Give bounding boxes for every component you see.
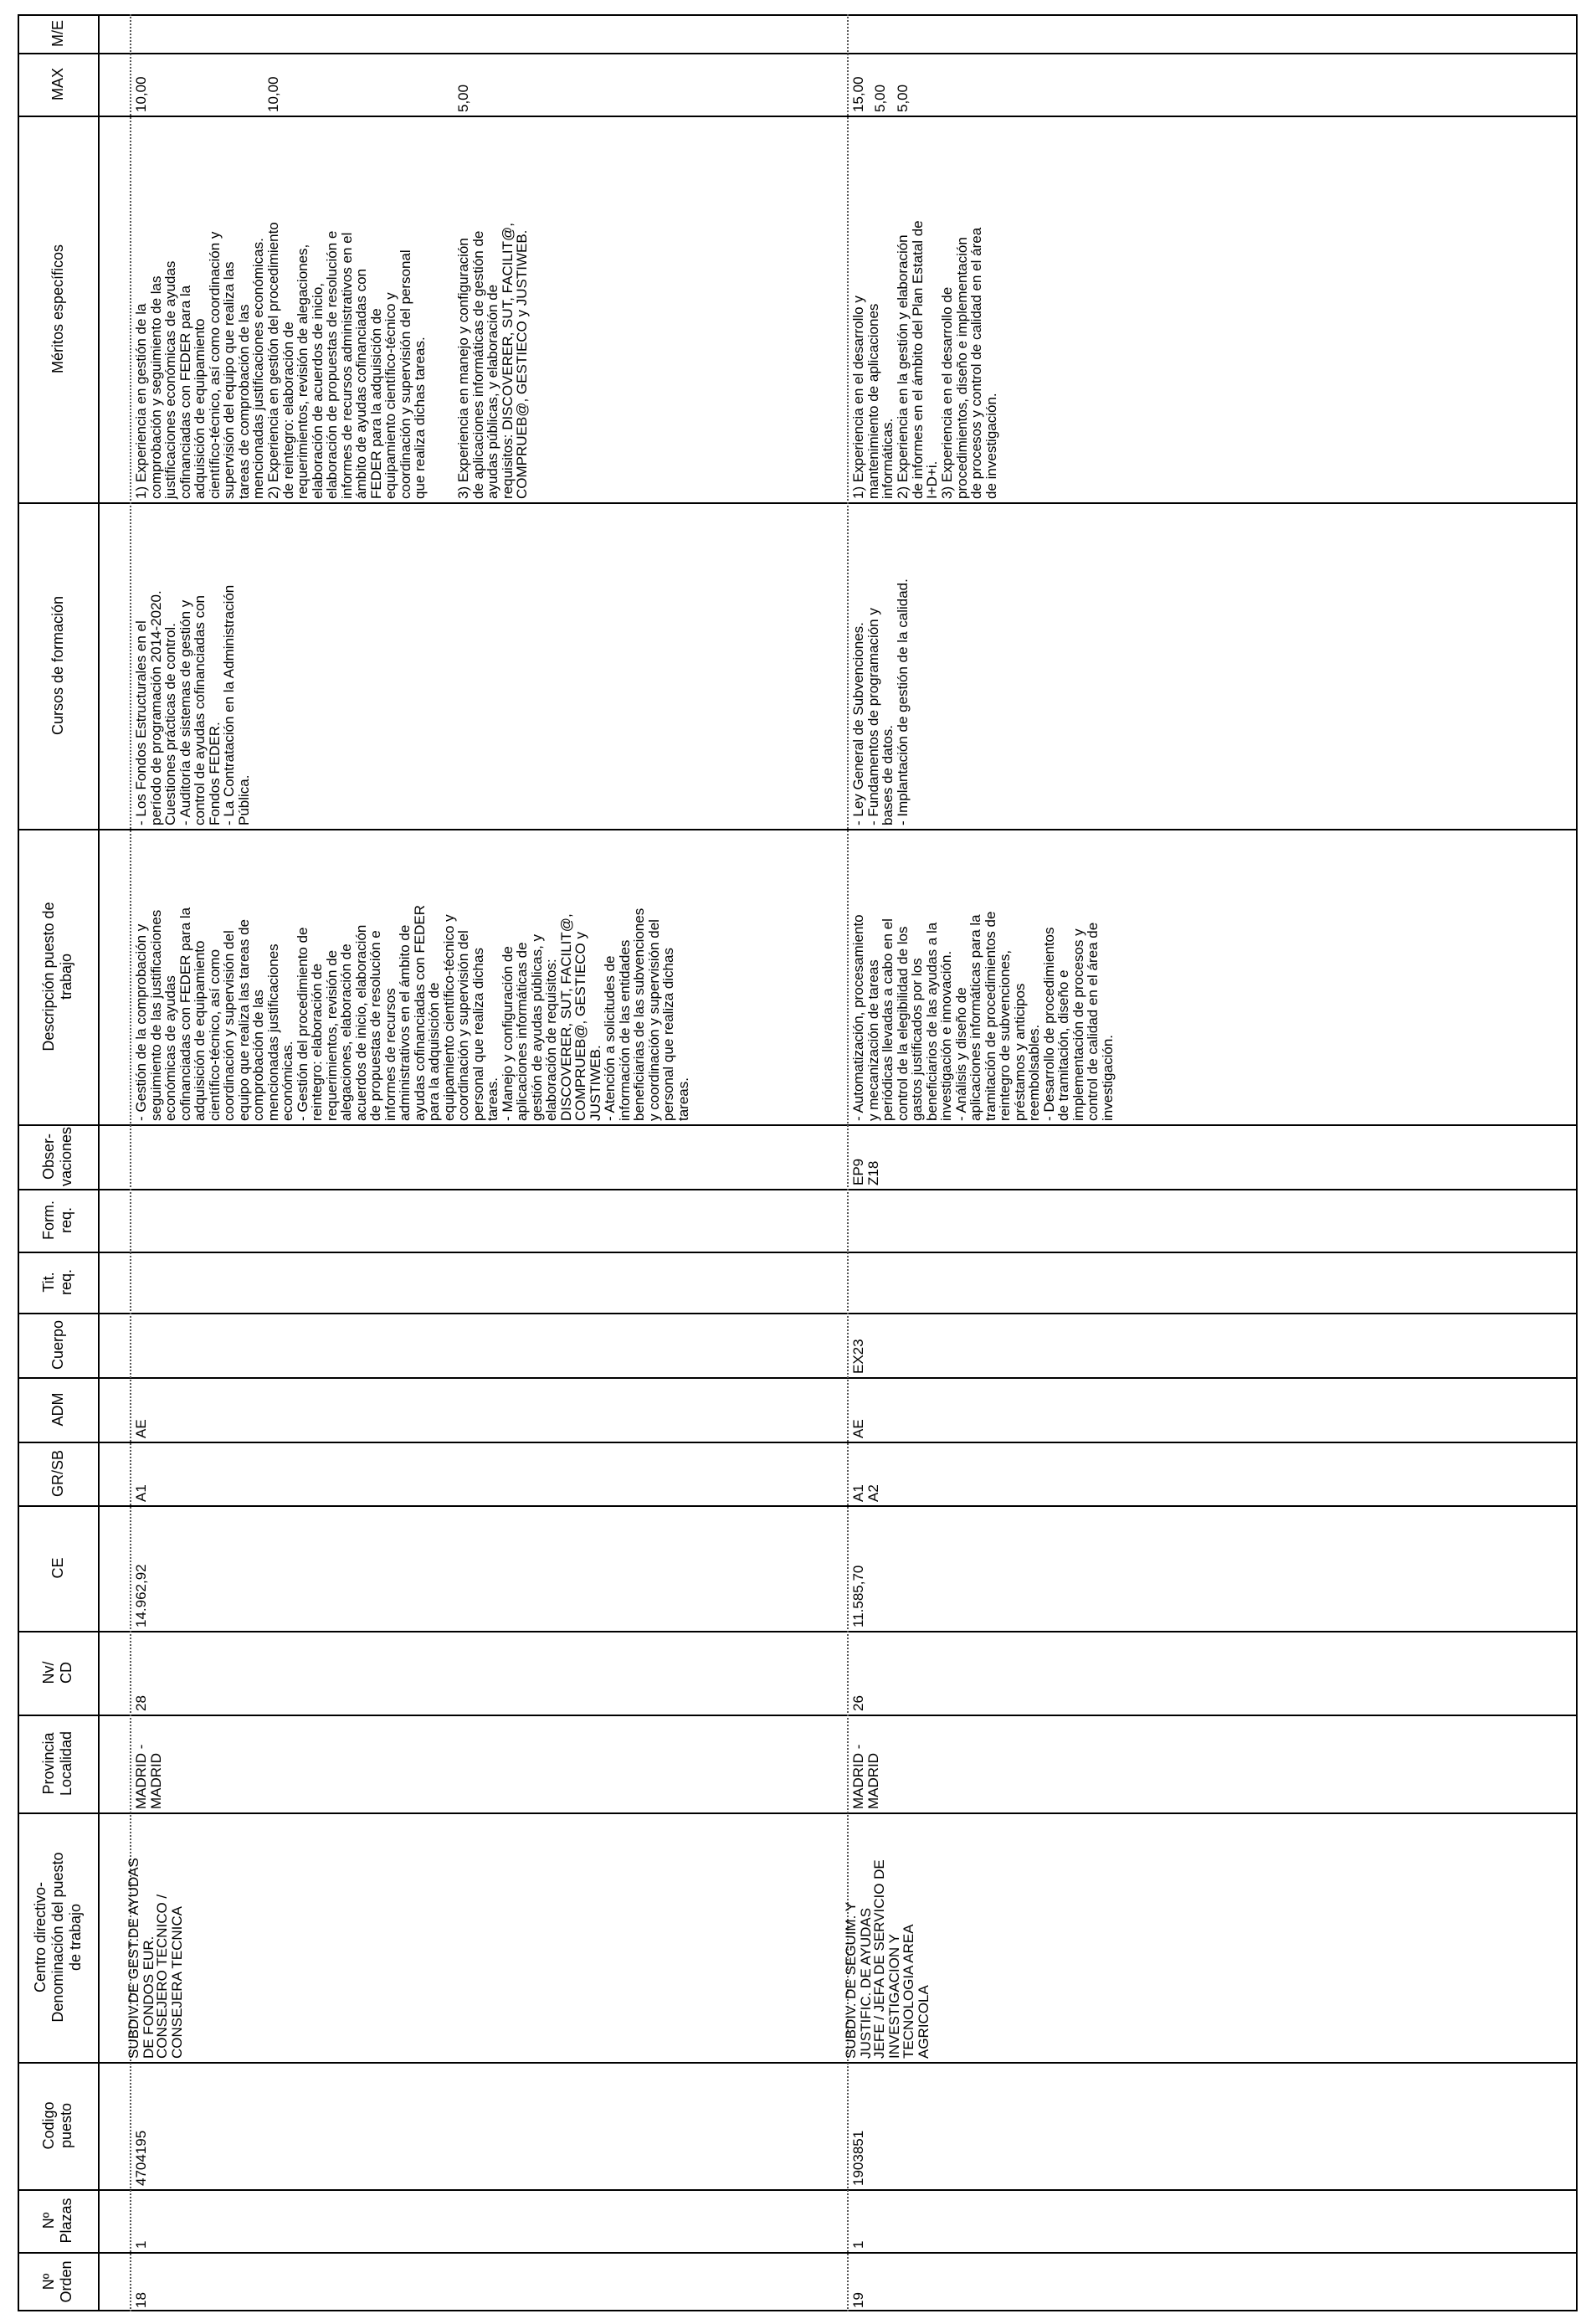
row-divider — [18, 2062, 1578, 2064]
header-descripcion: Descripción puesto de trabajo — [40, 902, 74, 1051]
row-divider — [18, 2189, 1578, 2191]
cell-obs: EP9 Z18 — [850, 1158, 881, 1185]
header-provincia: Provincia Localidad — [40, 1730, 74, 1797]
cell-codigo: 4704195 — [133, 2130, 149, 2186]
cell-merito-3: 3) Experiencia en el desarrollo de procedimientos, diseño e implementación de procesos y control de calidad en el área de investigación. — [939, 227, 999, 499]
row-divider — [18, 1377, 1578, 1379]
row-divider — [18, 2252, 1578, 2254]
cell-descripcion: - Automatización, procesamiento y mecanización de tareas periódicas llevadas a cabo en el control de la elegibilidad de los gastos justificados por los beneficiarios de las ayudas a la investigación e innovación. - Análisis y diseño de aplicaciones informáticas para la tramitación de procedimientos de reintegro de subvenciones, préstamos y anticipos reembolsables. - Desarrollo de procedimientos de tramitación, diseño e implementación de procesos y control de calidad en el área de investigación. — [850, 911, 1116, 1121]
cell-cuerpo: EX23 — [850, 1339, 866, 1374]
row-divider — [18, 1313, 1578, 1314]
cell-nivel: 28 — [133, 1695, 149, 1711]
header-nivel: Nv/ CD — [40, 1661, 74, 1684]
cell-max-2: 10,00 — [265, 76, 281, 112]
header-me: M/E — [49, 20, 66, 48]
header-plazas: Nº Plazas — [40, 2198, 74, 2244]
row-divider — [18, 1812, 1578, 1814]
header-orden: Nº Orden — [40, 2260, 74, 2303]
cell-orden: 18 — [133, 2292, 149, 2308]
row-divider — [18, 1715, 1578, 1716]
cell-provincia: MADRID - MADRID — [133, 1744, 164, 1809]
cell-max-3: 5,00 — [895, 84, 911, 112]
cell-plazas: 1 — [133, 2240, 149, 2249]
header-max: MAX — [49, 68, 66, 101]
cell-max-3: 5,00 — [455, 84, 471, 112]
cell-grupo: A1 — [133, 1484, 149, 1502]
cell-merito-2: 2) Experiencia en gestión del procedimiento de reintegro: elaboración de requerimientos, revisión de alegaciones, elaboración de acuerdos de inicio, elaboración de propuestas de resolución e informes de recursos administrativos en el ámbito de ayudas cofinanciadas con FEDER para la adquisición de equipamiento científico-técnico y coordinación y supervisión del personal que realiza dichas tareas. — [265, 222, 428, 499]
row-divider — [18, 829, 1578, 830]
cell-provincia: MADRID - MADRID — [850, 1744, 881, 1809]
cell-ce: 14.962,92 — [133, 1564, 149, 1627]
header-meritos: Méritos específicos — [49, 244, 66, 374]
row-divider — [18, 1252, 1578, 1253]
cell-max-2: 5,00 — [872, 84, 888, 112]
cell-merito-3: 3) Experiencia en manejo y configuración de aplicaciones informáticas de gestión de ayudas públicas, y elaboración de requisitos: DISCOVERER, SUT, FACILIT@, COMPRUEB@, GESTIECO y JUSTIWEB. — [455, 223, 530, 499]
header-cursos: Cursos de formación — [49, 595, 66, 736]
cell-max-1: 10,00 — [133, 76, 149, 112]
row-divider — [18, 53, 1578, 54]
header-ce: CE — [49, 1557, 66, 1579]
row-divider — [18, 1189, 1578, 1190]
row-divider — [18, 116, 1578, 117]
cell-codigo: 1903851 — [850, 2130, 866, 2186]
header-tit: Tit. req. — [40, 1268, 74, 1296]
row-divider — [18, 1442, 1578, 1443]
cell-plazas: 1 — [850, 2240, 866, 2249]
header-cuerpo: Cuerpo — [49, 1319, 66, 1370]
cell-nivel: 26 — [850, 1695, 866, 1711]
header-codigo: Codigo puesto — [40, 2101, 74, 2150]
cell-cursos: - Los Fondos Estructurales en el período de programación 2014-2020. Cuestiones prácticas de control. - Auditoría de sistemas de gestión y control de ayudas cofinanciadas con Fondos FEDER. - La Contratación en la Administración Pública. — [133, 584, 252, 825]
row-divider — [18, 1631, 1578, 1632]
header-obs: Obser- vaciones — [40, 1126, 74, 1187]
cell-max-1: 15,00 — [850, 76, 866, 112]
cell-centro-puesto: JEFE / JEFA DE SERVICIO DE INVESTIGACION Y TECNOLOGIA AREA AGRICOLA — [871, 1859, 932, 2059]
cell-orden: 19 — [850, 2292, 866, 2308]
cell-cursos: - Ley General de Subvenciones. - Fundamentos de programación y bases de datos. - Implantación de gestión de la calidad. — [850, 578, 911, 825]
cell-adm: AE — [850, 1419, 866, 1438]
cell-centro-puesto: CONSEJERO TECNICO / CONSEJERA TECNICA — [154, 1894, 185, 2059]
row-divider — [18, 502, 1578, 504]
cell-merito-1: 1) Experiencia en gestión de la comprobación y seguimiento de las justificaciones económicas de ayudas cofinanciadas con FEDER para la adquisición de equipamiento científico-técnico, así como coordinación y supervisión del equipo que realiza las tareas de comprobación de las mencionadas justificaciones económicas. — [133, 231, 266, 499]
header-centro: Centro directivo- Denominación del puesto de trabajo — [31, 1852, 84, 2023]
header-grupo: GR/SB — [49, 1450, 66, 1498]
header-adm: ADM — [49, 1392, 66, 1427]
row-divider — [18, 1124, 1578, 1126]
header-divider — [98, 14, 100, 2311]
cell-merito-1: 1) Experiencia en el desarrollo y mantenimiento de aplicaciones informáticas. — [850, 296, 896, 499]
cell-descripcion: - Gestión de la comprobación y seguimiento de las justificaciones económicas de ayudas cofinanciadas con FEDER para la adquisición de equipamiento científico-técnico, así como coordinación y supervisión del equipo que realiza las tareas de comprobación de las mencionadas justificaciones económicas. - Gestión del procedimiento de reintegro: elaboración de requerimientos, revisión de alegaciones, elaboración de acuerdos de inicio, elaboración de propuestas de resolución e informes de recursos administrativos en el ámbito de ayudas cofinanciadas con FEDER para la adquisición de equipamiento científico-técnico y coordinación y supervisión del personal que realiza dichas tareas. - Manejo y configuración de aplicaciones informáticas de gestión de ayudas públicas, y elaboración de requisitos: DISCOVERER, SUT, FACILIT@, COMPRUEB@, GESTIECO y JUSTIWEB. - Atención a solicitudes de información de las entidades beneficiarias de las subvenciones y coordinación y supervisión del personal que realiza dichas tareas. — [133, 905, 691, 1121]
cell-ce: 11.585,70 — [850, 1565, 866, 1627]
cell-centro-unidad: SUBDIV.DE GEST.DE AYUDAS DE FONDOS EUR. — [126, 1858, 157, 2059]
cell-merito-2: 2) Experiencia en la gestión y elaboración de informes en el ámbito del Plan Estatal de I+D+i. — [895, 220, 940, 499]
cell-grupo: A1 A2 — [850, 1484, 881, 1502]
row-divider — [18, 1505, 1578, 1507]
header-form: Form. req. — [40, 1201, 74, 1240]
cell-adm: AE — [133, 1419, 149, 1438]
cell-centro-unidad: SUBDIV. DE SEGUIM. Y JUSTIFIC. DE AYUDAS — [843, 1901, 874, 2059]
